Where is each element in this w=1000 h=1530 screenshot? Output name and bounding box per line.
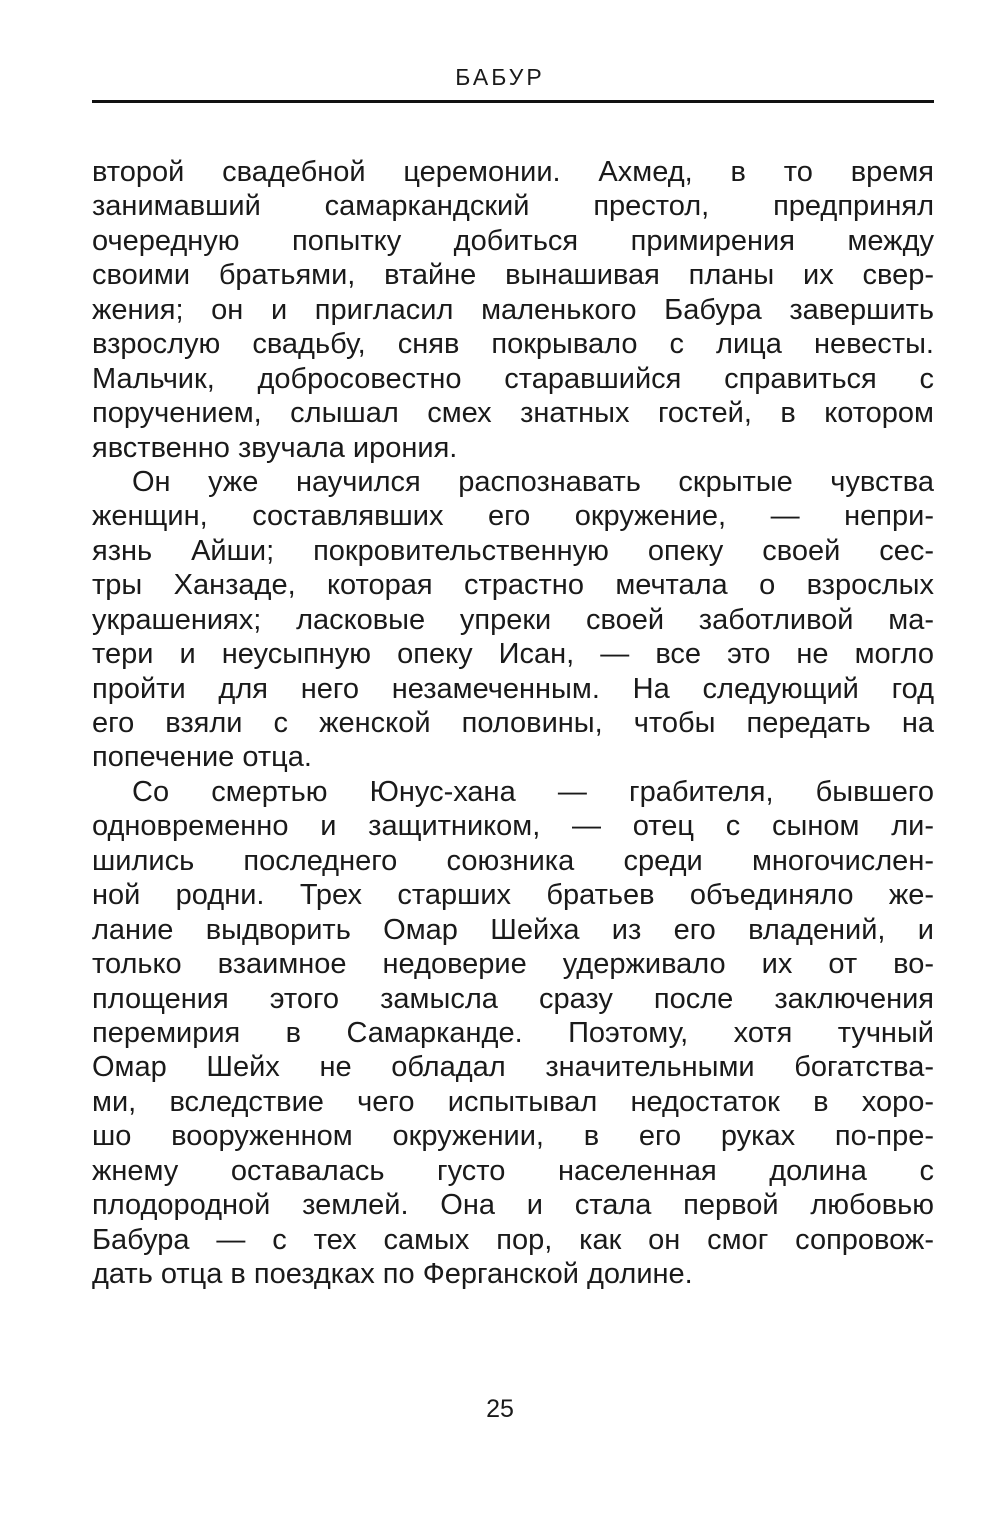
- text-line: явственно звучала ирония.: [92, 431, 458, 464]
- text-line: поручением, слышал смех знатных гостей, в котором: [92, 397, 934, 430]
- text-line: Мальчик, добросовестно старавшийся справиться с: [92, 362, 934, 395]
- text-line: попечение отца.: [92, 741, 312, 774]
- text-line: взрослую свадьбу, сняв покрывало с лица невесты.: [92, 328, 934, 361]
- text-line: ми, вследствие чего испытывал недостаток в хоро-: [92, 1085, 934, 1118]
- text-line: Он уже научился распознавать скрытые чувства: [132, 465, 934, 498]
- text-line: лание выдворить Омар Шейха из его владений, и: [92, 913, 934, 946]
- text-line: пройти для него незамеченным. На следующий год: [92, 672, 934, 705]
- text-line: шились последнего союзника среди многочислен-: [92, 844, 934, 877]
- text-line: женщин, составлявших его окружение, — непри-: [92, 500, 934, 533]
- text-line: язнь Айши; покровительственную опеку своей сес-: [92, 534, 934, 567]
- text-line: перемирия в Самарканде. Поэтому, хотя тучный: [92, 1016, 934, 1049]
- header-rule: [92, 100, 934, 103]
- text-line: шо вооруженном окружении, в его руках по-пре-: [92, 1120, 934, 1153]
- running-head: БАБУР: [455, 64, 545, 90]
- text-line: его взяли с женской половины, чтобы передать на: [92, 707, 934, 739]
- text-line: дать отца в поездках по Ферганской долине.: [92, 1258, 693, 1290]
- text-line: жнему оставалась густо населенная долина с: [92, 1154, 934, 1187]
- text-line: площения этого замысла сразу после заключения: [92, 982, 934, 1015]
- text-line: очередную попытку добиться примирения между: [92, 224, 934, 257]
- text-line: Бабура — с тех самых пор, как он смог сопровож-: [92, 1223, 934, 1256]
- text-line: одновременно и защитником, — отец с сыном ли-: [92, 810, 934, 843]
- text-line: тери и неусыпную опеку Исан, — все это не могло: [92, 638, 934, 671]
- text-line: только взаимное недоверие удерживало их от во-: [92, 948, 934, 981]
- paragraph-1: [92, 155, 934, 465]
- text-line: второй свадебной церемонии. Ахмед, в то время: [92, 156, 934, 188]
- body-text: [92, 155, 934, 1291]
- text-line: своими братьями, втайне вынашивая планы их свер-: [92, 259, 934, 292]
- text-line: плодородной землей. Она и стала первой любовью: [92, 1189, 934, 1222]
- text-line: жения; он и пригласил маленького Бабура завершить: [92, 293, 934, 326]
- text-line: Со смертью Юнус-хана — грабителя, бывшего: [132, 775, 934, 808]
- paragraph-3: [92, 775, 934, 1292]
- text-line: украшениях; ласковые упреки своей заботливой ма-: [92, 603, 934, 636]
- text-line: тры Ханзаде, которая страстно мечтала о взрослых: [92, 569, 934, 602]
- text-line: ной родни. Трех старших братьев объединяло же-: [92, 879, 934, 912]
- text-line: занимавший самаркандский престол, предпринял: [92, 190, 934, 223]
- text-line: Омар Шейх не обладал значительными богатства-: [92, 1051, 934, 1084]
- page-number: 25: [486, 1395, 514, 1423]
- paragraph-2: [92, 465, 934, 775]
